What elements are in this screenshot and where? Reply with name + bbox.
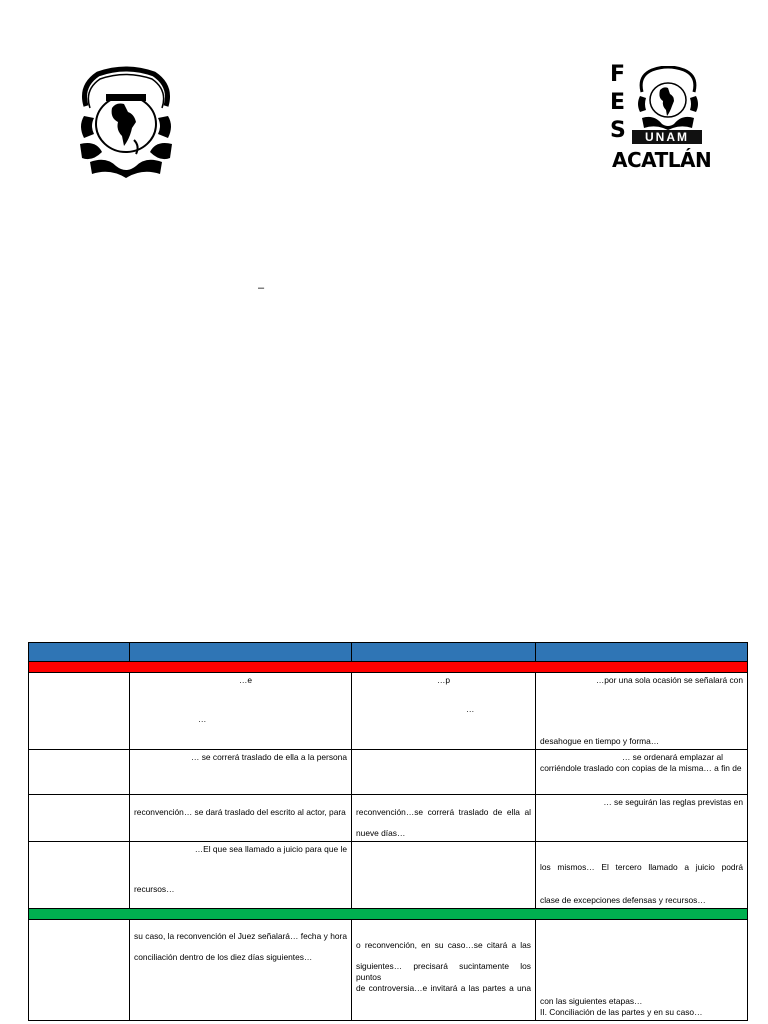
cell-text: de controversia…e invitará a las partes a una	[356, 983, 531, 993]
cell-text: o reconvención, en su caso…se citará a las	[356, 940, 531, 950]
cell-text: recursos…	[134, 884, 175, 894]
acatlan-wordmark: ACATLÁN	[612, 148, 712, 172]
table-cell	[29, 750, 130, 795]
cell-text: clase de excepciones defensas y recursos…	[540, 895, 706, 905]
cell-text: … se seguirán las reglas previstas en	[603, 797, 743, 807]
table-cell	[352, 673, 536, 750]
table-header-cell	[536, 643, 748, 662]
table-cell	[352, 795, 536, 842]
section-band-green	[29, 909, 748, 920]
table-cell	[29, 673, 130, 750]
table-row	[29, 842, 748, 909]
fes-letter-e: E	[610, 90, 626, 115]
table-cell	[130, 673, 352, 750]
cell-text: … se correrá traslado de ella a la persona	[191, 752, 347, 762]
fes-letter-s: S	[610, 118, 626, 143]
stray-dash: –	[258, 282, 265, 294]
table-cell	[130, 920, 352, 1021]
cell-text: reconvención… se dará traslado del escrito al actor, para	[134, 807, 346, 817]
unam-coat-of-arms-icon	[76, 66, 176, 180]
table-cell	[536, 795, 748, 842]
cell-text: siguientes… precisará sucintamente los puntos	[356, 961, 531, 982]
cell-text: corriéndole traslado con copias de la misma… a fin de	[540, 763, 742, 773]
table-cell	[130, 795, 352, 842]
cell-text: …por una sola ocasión se señalará con	[595, 675, 743, 685]
table-cell	[352, 920, 536, 1021]
unam-seal-logo	[76, 66, 176, 180]
fes-acatlan-logo	[610, 62, 712, 176]
table-header-cell	[352, 643, 536, 662]
cell-text: desahogue en tiempo y forma…	[540, 736, 660, 746]
cell-text: II. Conciliación de las partes y en su caso…	[540, 1007, 703, 1017]
table-cell	[130, 750, 352, 795]
fes-acatlan-logo-icon	[636, 66, 700, 130]
table-cell	[130, 842, 352, 909]
table-row	[29, 673, 748, 750]
cell-text: su caso, la reconvención el Juez señalará… fecha y hora	[134, 931, 347, 941]
cell-text: con las siguientes etapas…	[540, 996, 643, 1006]
table-cell	[352, 842, 536, 909]
fes-letter-f: F	[610, 62, 626, 87]
table-cell	[536, 842, 748, 909]
table-cell	[352, 750, 536, 795]
table-header-row	[29, 643, 748, 662]
cell-text: …e	[238, 675, 253, 685]
cell-text: los mismos… El tercero llamado a juicio podrá	[540, 862, 743, 872]
table-row	[29, 750, 748, 795]
table-header-cell	[130, 643, 352, 662]
table-cell	[29, 795, 130, 842]
section-band-red	[29, 662, 748, 673]
cell-text: …p	[436, 675, 451, 685]
cell-text: nueve días…	[356, 828, 406, 838]
table-row	[29, 795, 748, 842]
table-cell	[536, 920, 748, 1021]
unam-band: UNAM	[632, 130, 702, 144]
table-cell	[536, 750, 748, 795]
table-cell	[29, 842, 130, 909]
cell-text: reconvención…se correrá traslado de ella al	[356, 807, 531, 817]
table-cell	[29, 920, 130, 1021]
table-row	[29, 920, 748, 1021]
comparison-table	[28, 642, 748, 1021]
cell-text: conciliación dentro de los diez días siguientes…	[134, 952, 313, 962]
cell-text: …El que sea llamado a juicio para que le	[194, 844, 347, 854]
table-header-cell	[29, 643, 130, 662]
cell-text: …	[466, 704, 475, 714]
cell-text: …	[198, 714, 207, 724]
table-cell	[536, 673, 748, 750]
cell-text: … se ordenará emplazar al	[621, 752, 723, 762]
